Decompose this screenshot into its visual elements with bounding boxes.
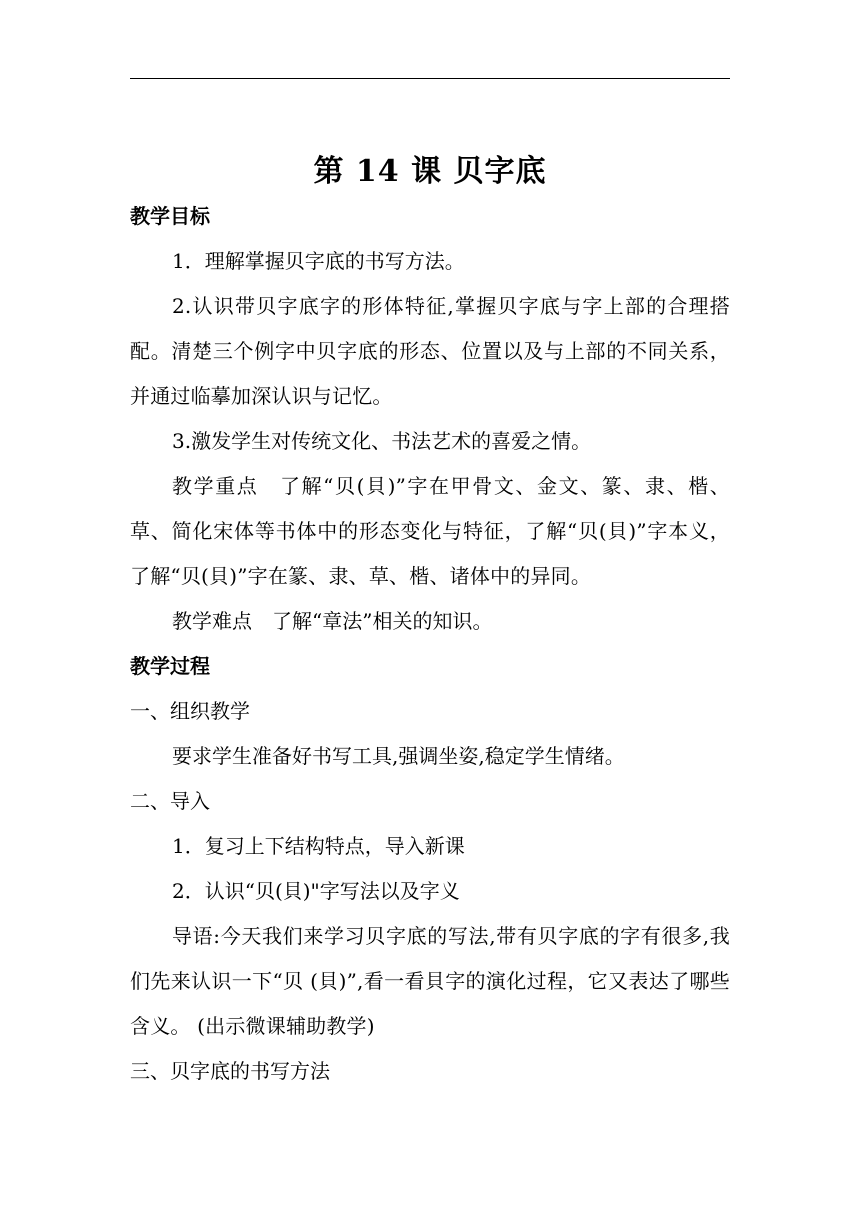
- step-2-heading: 二、导入: [130, 789, 210, 813]
- step-2-item-1: 1．复习上下结构特点，导入新课: [172, 834, 465, 858]
- step-1-heading: 一、组织教学: [130, 699, 250, 723]
- step-1-text: 要求学生准备好书写工具,强调坐姿,稳定学生情绪。: [172, 744, 625, 768]
- goal-1: 1．理解掌握贝字底的书写方法。: [172, 249, 465, 273]
- page-title: 第 14 课 贝字底: [313, 154, 547, 189]
- step-2-intro: 导语:今天我们来学习贝字底的写法,带有贝字底的字有很多,我们先来认识一下“贝 (貝)”,看一看貝字的演化过程，它又表达了哪些含义。 (出示微课辅助教学): [130, 924, 730, 1038]
- header-rule: [130, 78, 730, 79]
- difficulty: 教学难点 了解“章法”相关的知识。: [172, 609, 493, 633]
- step-3-heading: 三、贝字底的书写方法: [130, 1059, 330, 1083]
- process-heading: 教学过程: [130, 654, 210, 678]
- goals-heading: 教学目标: [130, 204, 210, 228]
- goal-2: 2.认识带贝字底字的形体特征,掌握贝字底与字上部的合理搭配。清楚三个例字中贝字底的形态、位置以及与上部的不同关系，并通过临摹加深认识与记忆。: [130, 294, 730, 408]
- step-2-item-2: 2．认识“贝(貝)"字写法以及字义: [172, 879, 460, 903]
- key-point: 教学重点 了解“贝(貝)”字在甲骨文、金文、篆、隶、楷、草、简化宋体等书体中的形态变化与特征，了解“贝(貝)”字本义，了解“贝(貝)”字在篆、隶、草、楷、诸体中的异同。: [130, 474, 730, 588]
- goal-3: 3.激发学生对传统文化、书法艺术的喜爱之情。: [172, 429, 592, 453]
- document-body: [130, 150, 730, 1094]
